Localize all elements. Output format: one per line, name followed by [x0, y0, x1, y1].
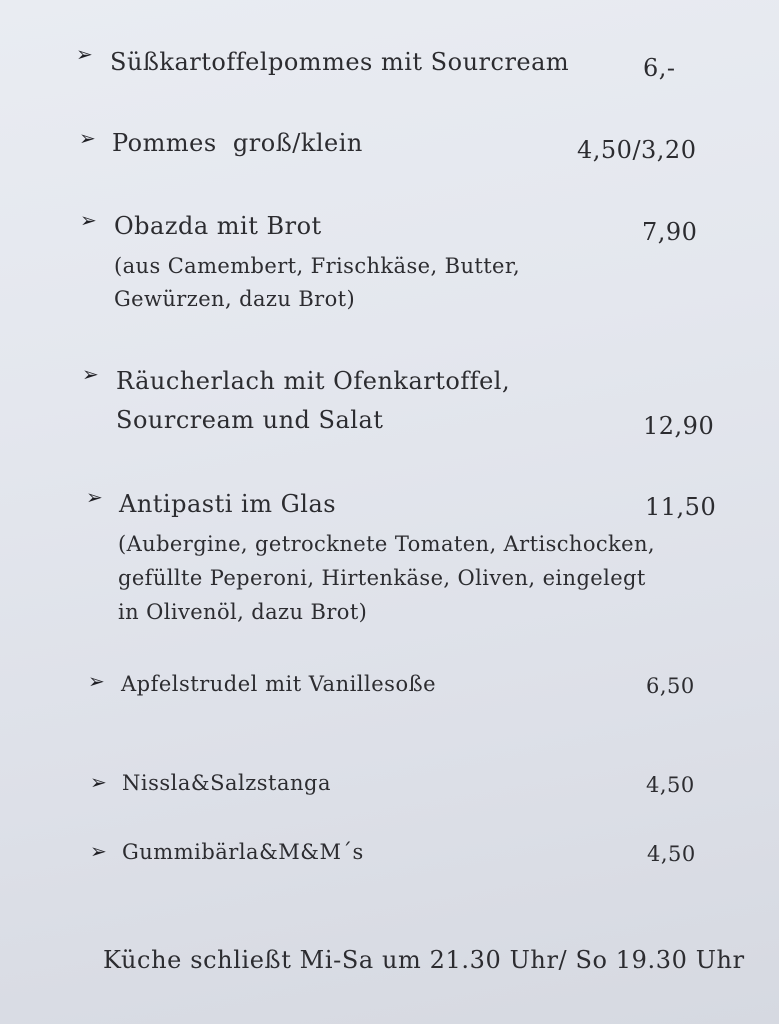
item-price: 11,50	[645, 493, 717, 521]
item-price: 4,50	[646, 773, 695, 797]
item-description-line: Gewürzen, dazu Brot)	[114, 287, 356, 311]
item-price: 7,90	[642, 218, 698, 246]
item-name: Süßkartoffelpommes mit Sourcream	[110, 48, 570, 76]
item-description-line: (Aubergine, getrocknete Tomaten, Artischocken,	[118, 532, 656, 556]
item-name-line2: Sourcream und Salat	[116, 406, 384, 434]
item-name: Gummibärla&M&M´s	[122, 840, 364, 864]
item-price: 4,50/3,20	[577, 136, 697, 164]
item-name: Pommes groß/klein	[112, 129, 363, 157]
item-name: Nissla&Salzstanga	[122, 771, 331, 795]
arrow-bullet-icon: ➢	[90, 839, 107, 863]
item-price: 4,50	[647, 842, 696, 866]
item-price: 12,90	[643, 412, 715, 440]
arrow-bullet-icon: ➢	[82, 362, 99, 386]
item-description-line: in Olivenöl, dazu Brot)	[118, 600, 368, 624]
item-description-line: (aus Camembert, Frischkäse, Butter,	[114, 254, 521, 278]
arrow-bullet-icon: ➢	[90, 770, 107, 794]
item-description-line: gefüllte Peperoni, Hirtenkäse, Oliven, eingelegt	[118, 566, 646, 590]
item-name: Apfelstrudel mit Vanillesoße	[121, 672, 437, 696]
arrow-bullet-icon: ➢	[86, 485, 103, 509]
item-name: Räucherlach mit Ofenkartoffel,	[116, 367, 511, 395]
arrow-bullet-icon: ➢	[76, 42, 93, 66]
arrow-bullet-icon: ➢	[88, 669, 105, 693]
item-name: Antipasti im Glas	[119, 490, 337, 518]
item-name: Obazda mit Brot	[114, 212, 322, 240]
item-price: 6,50	[646, 674, 695, 698]
arrow-bullet-icon: ➢	[80, 208, 97, 232]
item-price: 6,-	[643, 54, 676, 82]
kitchen-hours-note: Küche schließt Mi-Sa um 21.30 Uhr/ So 19.30 Uhr	[103, 946, 745, 974]
arrow-bullet-icon: ➢	[79, 126, 96, 150]
